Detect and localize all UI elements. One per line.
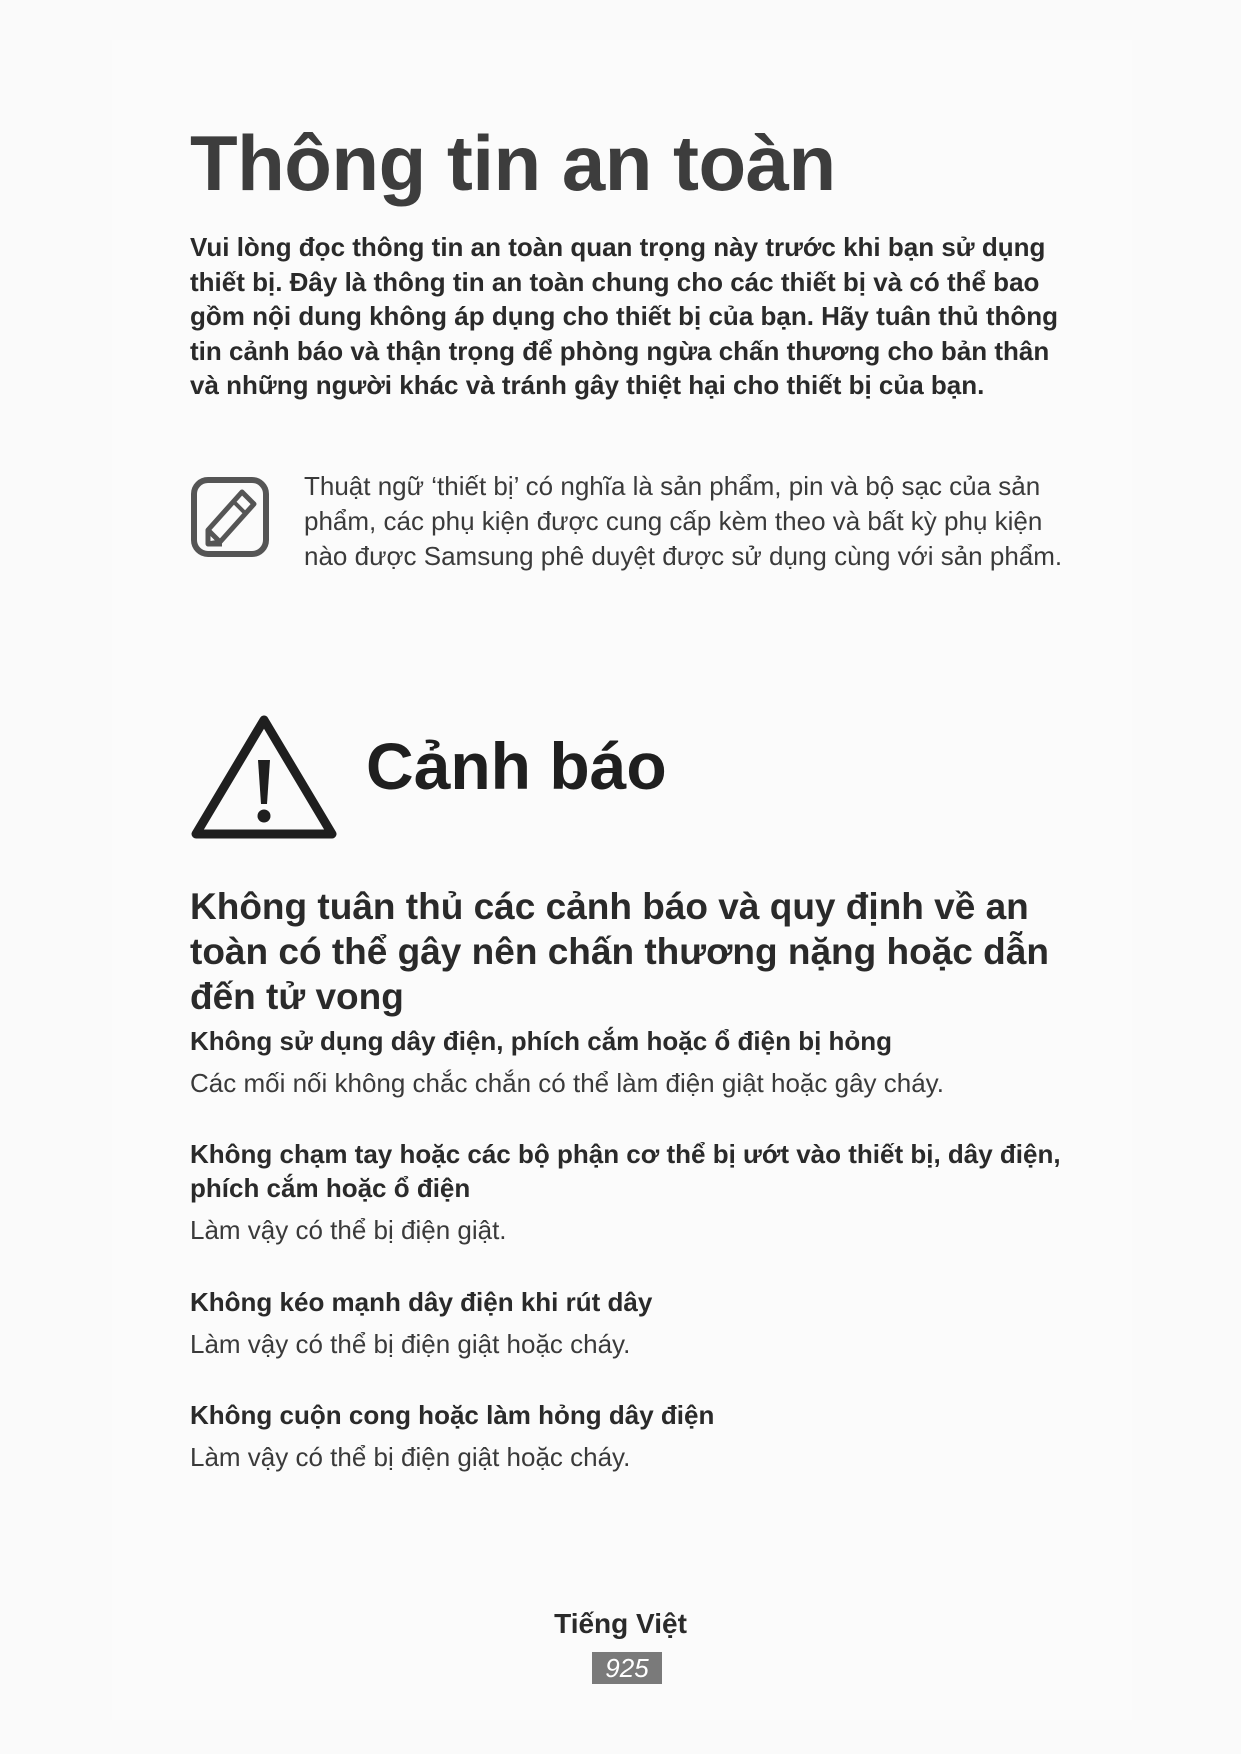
intro-paragraph: Vui lòng đọc thông tin an toàn quan trọng này trước khi bạn sử dụng thiết bị. Đây là thông tin an toàn chung cho các thiết bị và có thể bao gồm nội dung không áp dụng cho thiết bị của bạn. Hãy tuân thủ thông tin cảnh báo và thận trọng để phòng ngừa chấn thương cho bản thân và những người khác và tránh gây thiệt hại cho thiết bị của bạn. (190, 232, 1059, 400)
warning-item (190, 1137, 1070, 1247)
warning-item-title: Không sử dụng dây điện, phích cắm hoặc ổ điện bị hỏng (190, 1026, 893, 1056)
warning-triangle-icon (190, 712, 338, 842)
page-number: 925 (592, 1652, 662, 1684)
warning-item-desc: Các mối nối không chắc chắn có thể làm điện giật hoặc gây cháy. (190, 1068, 944, 1098)
warning-item-title: Không kéo mạnh dây điện khi rút dây (190, 1287, 653, 1317)
footer-language: Tiếng Việt (554, 1608, 687, 1639)
warning-item-title: Không chạm tay hoặc các bộ phận cơ thể bị ướt vào thiết bị, dây điện, phích cắm hoặc ổ điện (190, 1139, 1061, 1203)
note-pencil-icon (190, 476, 270, 558)
warning-item-desc: Làm vậy có thể bị điện giật hoặc cháy. (190, 1329, 631, 1359)
warning-heading: Cảnh báo (366, 729, 667, 803)
warning-item-title: Không cuộn cong hoặc làm hỏng dây điện (190, 1400, 715, 1430)
warning-item (190, 1024, 1070, 1100)
page-title: Thông tin an toàn (190, 119, 836, 207)
warning-subheading: Không tuân thủ các cảnh báo và quy định về an toàn có thể gây nên chấn thương nặng hoặc dẫn đến tử vong (190, 886, 1049, 1017)
note-text: Thuật ngữ ‘thiết bị’ có nghĩa là sản phẩm, pin và bộ sạc của sản phẩm, các phụ kiện được cung cấp kèm theo và bất kỳ phụ kiện nào được Samsung phê duyệt được sử dụng cùng với sản phẩm. (304, 471, 1063, 571)
warning-item (190, 1285, 1070, 1361)
warning-item-desc: Làm vậy có thể bị điện giật. (190, 1215, 507, 1245)
warning-item (190, 1398, 1070, 1474)
warning-item-desc: Làm vậy có thể bị điện giật hoặc cháy. (190, 1442, 631, 1472)
